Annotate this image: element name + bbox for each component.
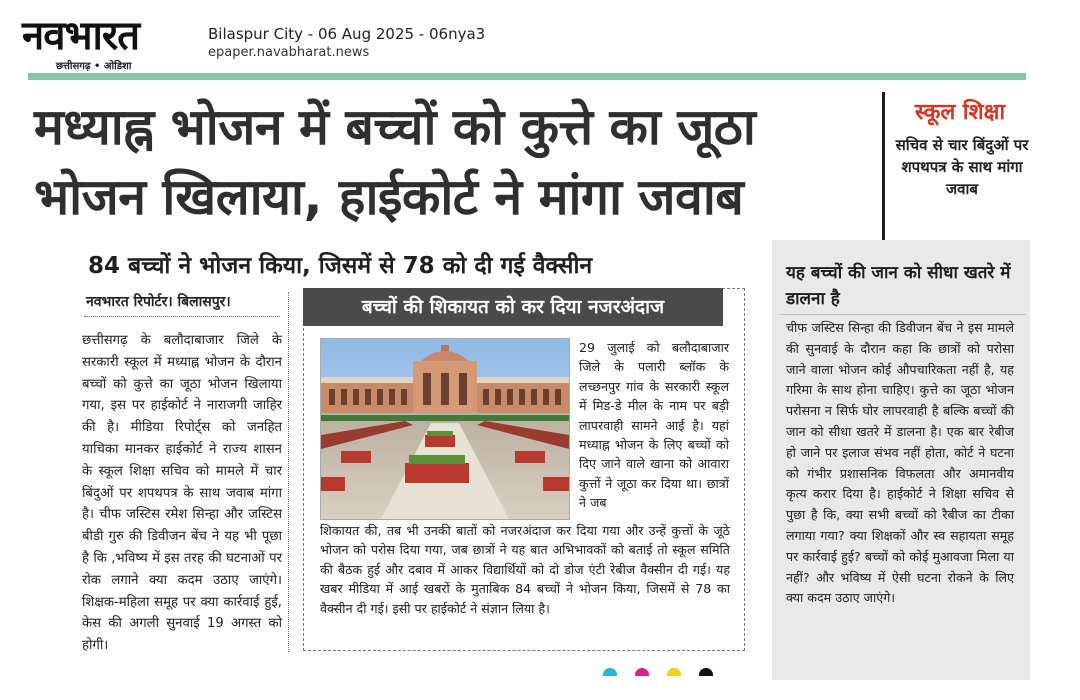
masthead-rule [28,73,1026,80]
left-column-text: छत्तीसगढ़ के बलौदाबाजार जिले के सरकारी स्कूल में मध्याह्न भोजन के दौरान बच्चों को कुत्ते का जूठा भोजन खिलाया गया, इस पर हाईकोर्ट ने नाराजगी जाहिर की है। मीडिया रिपोर्ट्स को जनहित याचिका मानकर हाईकोर्ट ने राज्य शासन के स्कूल शिक्षा सचिव को मामले में चार बिंदुओं पर शपथपत्र के साथ जवाब मांगा है। चीफ जस्टिस रमेश सिन्हा और जस्टिस बीडी गुरु की डिवीजन बेंच ने यह भी पूछा है कि ,भविष्य में इस तरह की घटनाओं पर रोक लगाने क्या कदम उठाए जाएंगे। शिक्षक-महिला समूह पर क्या कार्रवाई हुई, केस की अगली सुनवाई 19 अगस्त को होगी। [82,333,282,654]
right-panel-heading: यह बच्चों की जान को सीधा खतरे में डालना है [786,263,1011,309]
headline [34,92,874,232]
side-box-kicker: स्कूल शिक्षा [914,100,1006,125]
epaper-url: epaper.navabharat.news [208,45,370,60]
side-box-text: सचिव से चार बिंदुओं पर शपथपत्र के साथ मांगा जवाब [895,136,1029,198]
registration-dot-black [699,668,713,676]
right-panel-divider [780,314,1026,315]
middle-story-banner: बच्चों की शिकायत को कर दिया नजरअंदाज [303,288,723,326]
newspaper-logo [18,14,194,74]
middle-story-text-bottom: शिकायत की, तब भी उनकी बातों को नजरअंदाज कर दिया गया और उन्हें कुत्तों के जूठे भोजन को परोस दिया गया, जब छात्रों ने यह बात अभिभावकों को बताई तो स्कूल समिति की बैठक हुई और दबाव में आकर विद्यार्थियों को दो डोज एंटी रेबीज वैक्सीन दी गई। यह खबर मीडिया में आई खबरों के मुताबिक 84 बच्चों ने भोजन किया, जिसमें से 78 का वैक्सीन दी गई। इसी पर हाईकोर्ट ने संज्ञान लिया है। [320,523,730,616]
print-registration-marks [603,668,723,682]
registration-dot-magenta [635,668,649,676]
registration-dot-yellow [667,668,681,676]
right-panel-body: चीफ जस्टिस सिन्हा की डिवीजन बेंच ने इस मामले की सुनवाई के दौरान कहा कि छात्रों को परोसा जाने वाला भोजन कोई औपचारिकता नहीं है, यह गरिमा के साथ होना चाहिए। कुत्ते का जूठा भोजन परोसना न सिर्फ घोर लापरवाही है बल्कि बच्चों की जान को सीधा खतरे में डालना है। एक बार रेबीज हो जाने पर इलाज संभव नहीं होता, कोर्ट ने घटना को गंभीर प्रशासनिक विफलता और अमानवीय कृत्य करार दिया है। हाईकोर्ट ने शिक्षा सचिव से पुछा है कि, क्या सभी बच्चों को रैबीज का टीका लगाया गया? क्या शिक्षकों और स्व सहायता समूह पर कार्रवाई हुई? बच्चों को कोई मुआवजा मिला या नहीं? और भविष्य में ऐसी घटना रोकने के लिए क्या कदम उठाए जाएंगे। [786,320,1014,606]
middle-story-text-right: 29 जुलाई को बलौदाबाजार जिले के पलारी ब्लॉक के लच्छनपुर गांव के सरकारी स्कूल में मिड-डे मील के नाम पर बड़ी लापरवाही सामने आई है। यहां मध्याह्न भोजन के लिए बच्चों को दिए जाने वाले खाना को आवारा कुत्तों ने जूठा कर दिया था। छात्रों ने जब [579,340,729,511]
subheadline: 84 बच्चों ने भोजन किया, जिसमें से 78 को दी गई वैक्सीन [88,253,593,279]
edition-line: Bilaspur City - 06 Aug 2025 - 06nya3 [208,25,486,43]
headline-line-1: मध्याह्न भोजन में बच्चों को कुत्ते का जूठा [34,98,756,156]
registration-dot-cyan [603,668,617,676]
logo-subtext: छत्तीसगढ़ • ओडिशा [56,61,132,72]
high-court-building-image [321,339,569,519]
column-divider [288,292,289,652]
byline-divider [84,316,280,317]
byline: नवभारत रिपोर्टर। बिलासपुर। [86,294,231,310]
side-box-divider [882,92,885,240]
headline-line-2: भोजन खिलाया, हाईकोर्ट ने मांगा जवाब [34,168,744,226]
logo-text: नवभारत [22,13,140,59]
high-court-photo [320,338,570,520]
